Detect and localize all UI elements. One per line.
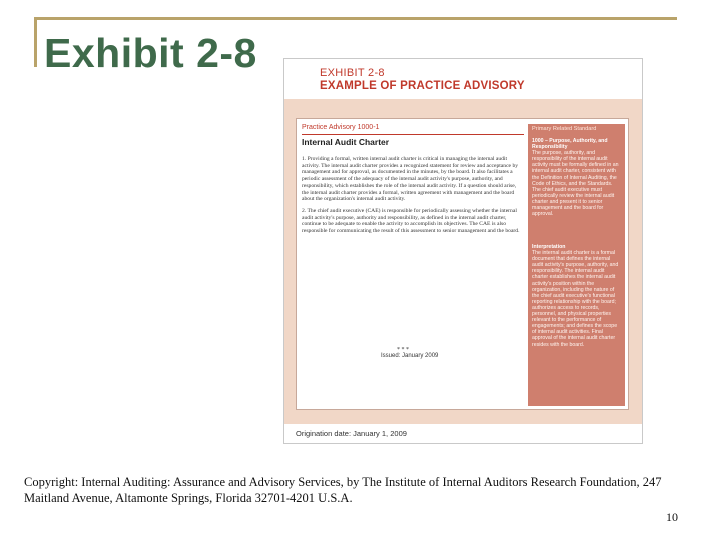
slide-title: Exhibit 2-8	[44, 30, 257, 76]
sidebar-heading: Primary Related Standard	[532, 126, 597, 132]
title-rule-top	[34, 17, 677, 20]
standard-block	[532, 138, 622, 217]
section-separator: * * *	[397, 347, 409, 353]
page-number: 10	[666, 510, 678, 524]
copyright-text: Copyright: Internal Auditing: Assurance and Advisory Services, by The Institute of Internal Auditors Research Foundation, 247 Maitland Avenue, Altamonte Springs, Florida 32701-4201 U.S.A.	[24, 475, 662, 505]
interpretation-text: The internal audit charter is a formal document that defines the internal audit activity's purpose, authority, and responsibility. The internal audit charter establishes the internal audit activity's position within the organization, including the nature of the chief audit executive's functional reporting relationship with the board; authorizes access to records, personnel, and physical properties relevant to the performance of engagements; and defines the scope of internal audit activities. Final approval of the internal audit charter resides with the board.	[532, 250, 619, 348]
related-standard-sidebar	[528, 124, 625, 406]
advisory-paragraph-2: 2. The chief audit executive (CAE) is responsible for periodically assessing whether the internal audit activity's purpose, authority and responsibility, as defined in the internal audit charter, continue to be adequate to enable the activity to accomplish its objectives. The CAE is also responsible for communicating the result of this assessment to senior management and the board.	[302, 207, 520, 235]
practice-advisory-page	[296, 118, 629, 410]
advisory-heading: Internal Audit Charter	[302, 137, 390, 147]
title-rule-left	[34, 17, 37, 67]
exhibit-header	[284, 59, 642, 99]
exhibit-image	[283, 58, 643, 444]
advisory-rule	[302, 134, 524, 135]
advisory-body	[302, 156, 522, 240]
standard-title: 1000 – Purpose, Authority, and Responsibility	[532, 138, 608, 151]
exhibit-label: EXHIBIT 2-8	[320, 67, 385, 79]
advisory-title: Practice Advisory 1000-1	[302, 124, 380, 131]
interpretation-block	[532, 244, 622, 348]
advisory-paragraph-1: 1. Providing a formal, written internal audit charter is critical in managing the internal audit activity. The internal audit charter provides a recognized statement for review and acceptance by management and for approval, as documented in the minutes, by the board. It also facilitates a periodic assessment of the adequacy of the internal audit activity's purpose, authority, and responsibility, which establishes the role of the internal audit activity. If a question should arise, the internal audit charter provides a formal, written agreement with management and the board about the organization's internal audit activity.	[302, 156, 519, 203]
exhibit-subtitle: EXAMPLE OF PRACTICE ADVISORY	[320, 80, 525, 92]
issued-date: Issued: January 2009	[381, 353, 439, 359]
standard-text: The purpose, authority, and responsibility of the internal audit activity must be formally defined in an internal audit charter, consistent with the Definition of Internal Auditing, the Code of Ethics, and the Standards. The chief audit executive must periodically review the internal audit charter and present it to senior management and the board for approval.	[532, 150, 619, 218]
interpretation-title: Interpretation	[532, 244, 566, 250]
origination-date: Origination date: January 1, 2009	[296, 429, 407, 438]
